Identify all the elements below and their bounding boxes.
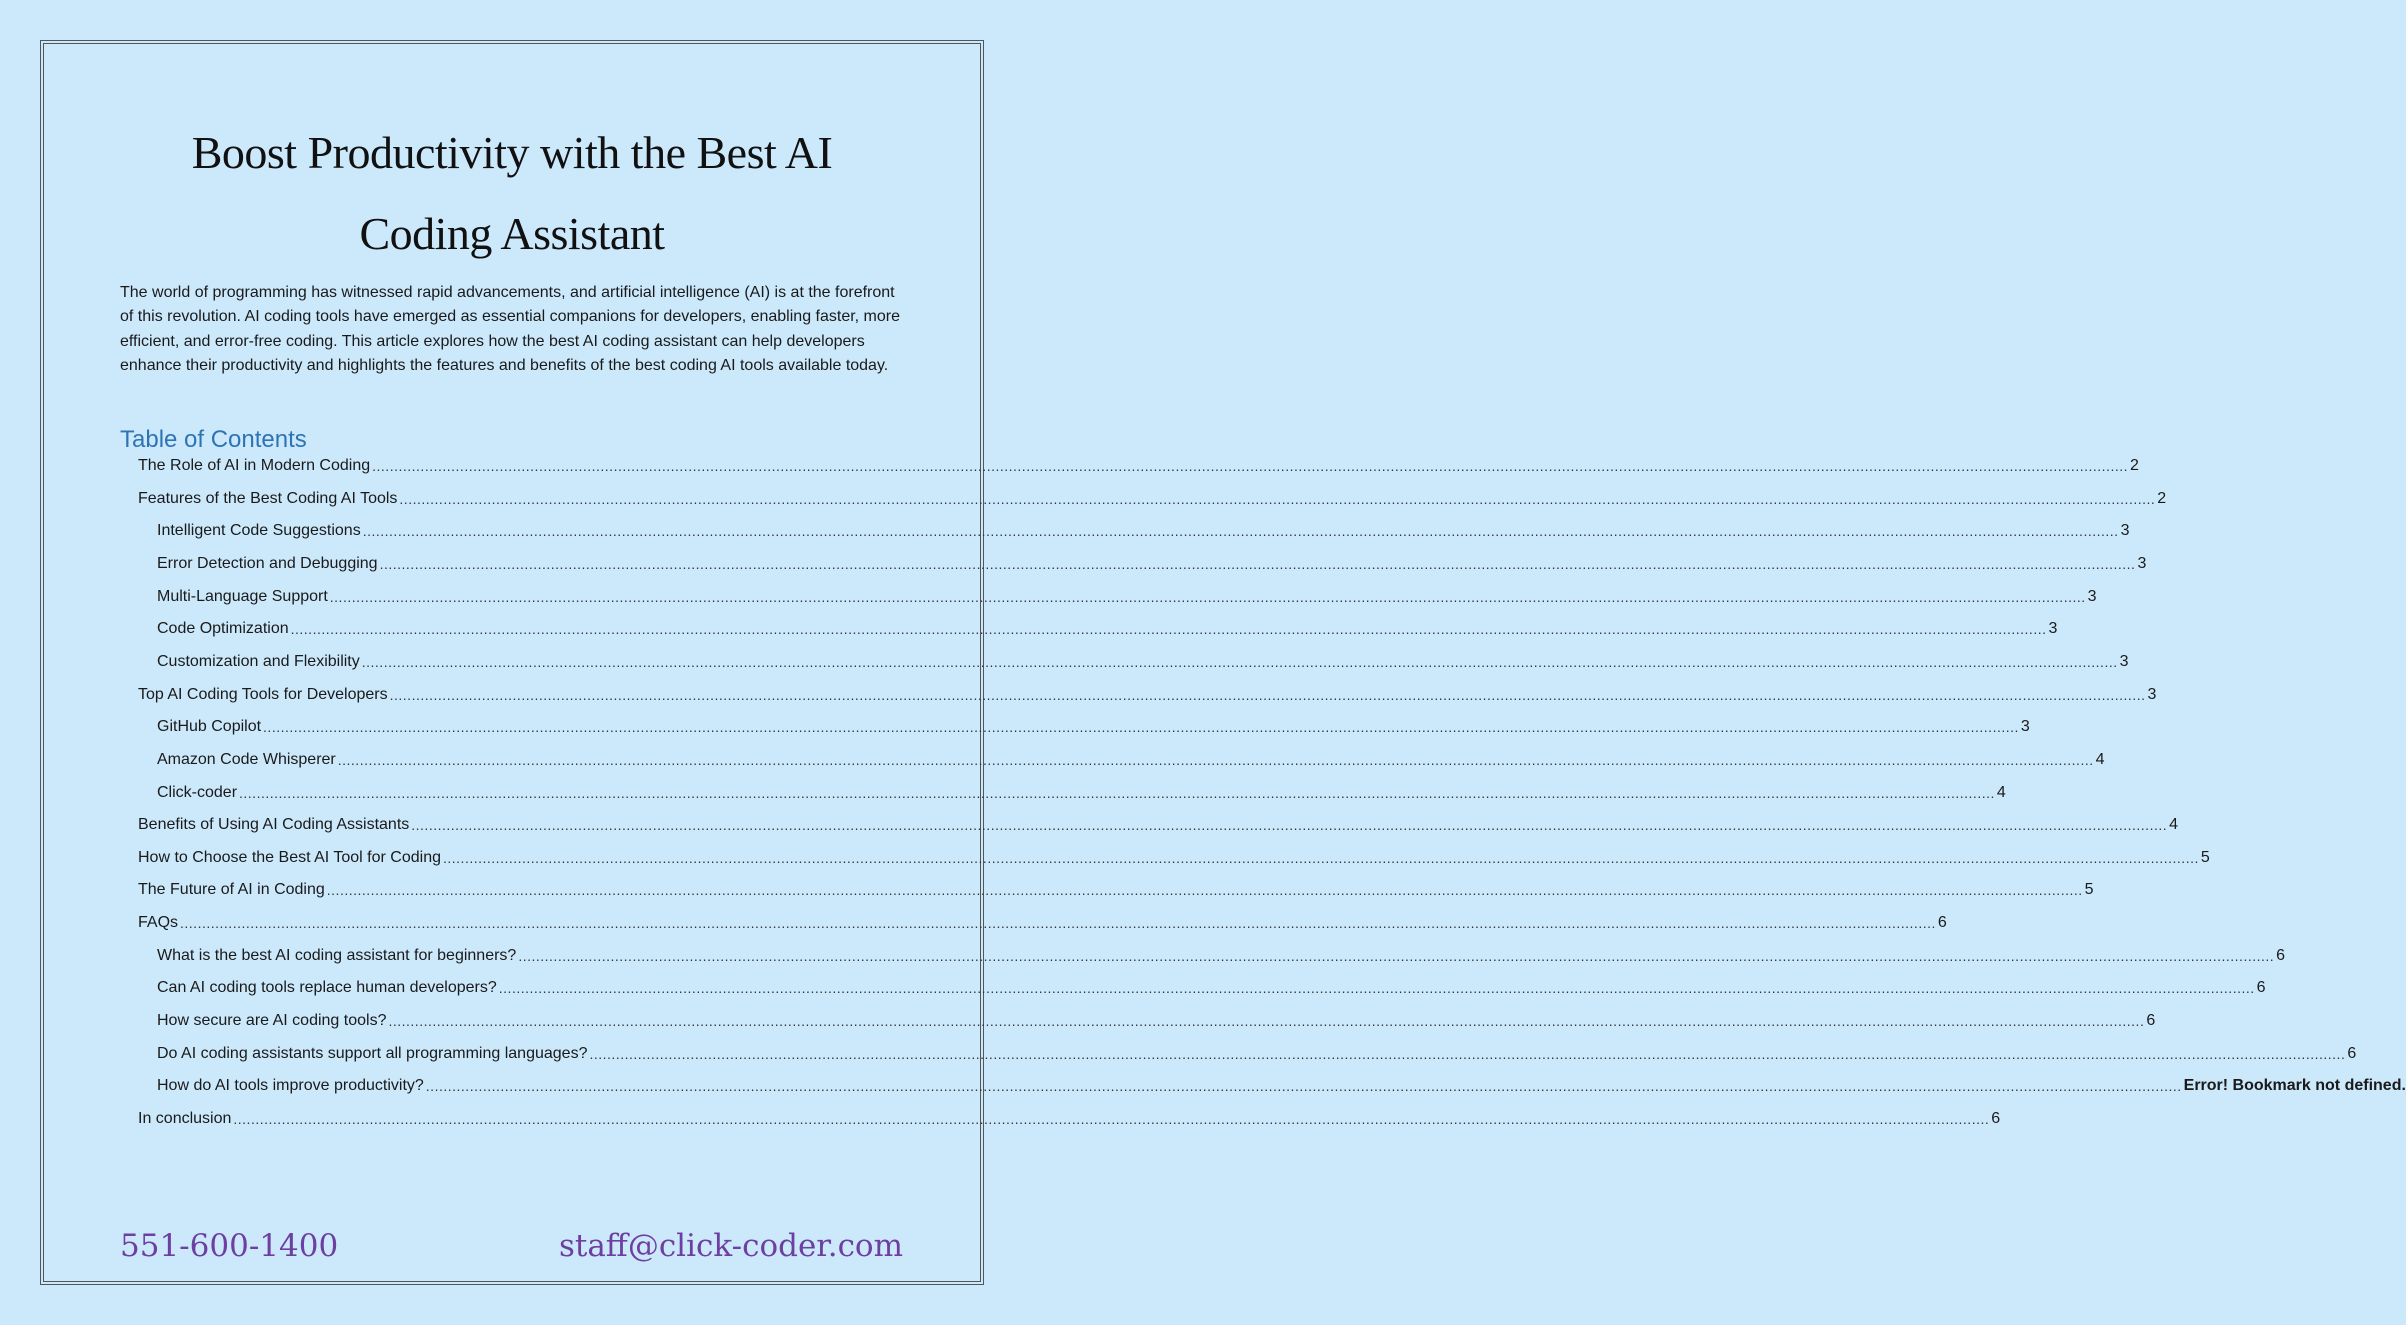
toc-leader-dots: ................................................................................................................................................................................................................................................................................................................................................................................................................ [388, 1013, 2145, 1030]
toc-entry-label: Customization and Flexibility [157, 652, 360, 670]
toc-entry-page: 6 [1937, 914, 1947, 932]
toc-entry-label: How do AI tools improve productivity? [157, 1077, 424, 1095]
toc-entry[interactable] [157, 713, 2030, 737]
toc-entry-label: How to Choose the Best AI Tool for Coding [138, 848, 441, 866]
toc-entry-label: In conclusion [138, 1110, 232, 1127]
toc-leader-dots: ................................................................................................................................................................................................................................................................................................................................................................................................................ [337, 751, 2094, 768]
toc-entry[interactable] [138, 909, 1947, 933]
toc-entry-page: Error! Bookmark not defined. [2183, 1077, 2406, 1095]
toc-heading: Table of Contents [120, 426, 307, 453]
toc-entry-label: Top AI Coding Tools for Developers [138, 685, 388, 703]
toc-entry-page: 3 [2020, 718, 2030, 736]
toc-entry-label: GitHub Copilot [157, 718, 262, 736]
toc-leader-dots: ................................................................................................................................................................................................................................................................................................................................................................................................................ [361, 653, 2118, 670]
toc-entry-page: 5 [2200, 848, 2210, 866]
toc-leader-dots: ................................................................................................................................................................................................................................................................................................................................................................................................................ [518, 947, 2275, 964]
toc-entry-page: 4 [2095, 750, 2105, 768]
toc-entry-page: 3 [2120, 522, 2130, 540]
toc-entry-label: Code Optimization [157, 620, 289, 638]
toc-leader-dots: ................................................................................................................................................................................................................................................................................................................................................................................................................ [425, 1078, 2182, 1095]
toc-entry-label: Multi-Language Support [157, 587, 328, 605]
toc-entry[interactable] [157, 942, 2286, 966]
toc-entry[interactable] [157, 974, 2266, 998]
toc-entry[interactable] [157, 779, 2006, 803]
toc-entry-page: 6 [2256, 979, 2266, 997]
toc-entry-page: 6 [2347, 1044, 2357, 1062]
document-title-line-2: Coding Assistant [359, 208, 665, 259]
footer-email[interactable]: staff@click-coder.com [558, 1228, 903, 1264]
toc-entry[interactable] [138, 811, 2179, 835]
toc-entry[interactable] [138, 1105, 2001, 1129]
toc-leader-dots: ................................................................................................................................................................................................................................................................................................................................................................................................................ [372, 458, 2128, 474]
footer-phone[interactable]: 551-600-1400 [120, 1228, 339, 1264]
toc-entry[interactable] [157, 615, 2058, 639]
toc-leader-dots: ................................................................................................................................................................................................................................................................................................................................................................................................................ [362, 523, 2119, 540]
toc-entry-page: 6 [2146, 1012, 2156, 1030]
toc-entry-page: 4 [2169, 816, 2179, 834]
toc-leader-dots: ................................................................................................................................................................................................................................................................................................................................................................................................................ [443, 849, 2199, 866]
toc-entry[interactable] [138, 876, 2094, 900]
intro-paragraph: The world of programming has witnessed rapid advancements, and artificial intelligence (AI) is at the forefront of this revolution. AI coding tools have emerged as essential companions for developers, enabling faster, more efficient, and error-free coding. This article explores how the best AI coding assistant can help developers enhance their productivity and highlights the features and benefits of the best coding AI tools available today. [120, 284, 901, 374]
toc-entry-label: How secure are AI coding tools? [157, 1012, 387, 1030]
toc-entry-page: 3 [2147, 685, 2157, 703]
toc-leader-dots: ................................................................................................................................................................................................................................................................................................................................................................................................................ [239, 784, 1995, 801]
toc-entry-label: Amazon Code Whisperer [157, 750, 336, 768]
toc-leader-dots: ................................................................................................................................................................................................................................................................................................................................................................................................................ [399, 490, 2156, 507]
toc-entry-label: Can AI coding tools replace human developers? [157, 979, 497, 997]
toc-leader-dots: ................................................................................................................................................................................................................................................................................................................................................................................................................ [379, 555, 2136, 572]
toc-leader-dots: ................................................................................................................................................................................................................................................................................................................................................................................................................ [589, 1045, 2346, 1062]
toc-entry-label: FAQs [138, 914, 179, 932]
toc-leader-dots: ................................................................................................................................................................................................................................................................................................................................................................................................................ [329, 588, 2086, 605]
toc-entry-label: The Future of AI in Coding [138, 881, 325, 899]
toc-leader-dots: ................................................................................................................................................................................................................................................................................................................................................................................................................ [498, 980, 2255, 997]
toc-entry-page: 5 [2084, 881, 2094, 899]
toc-entry-label: Click-coder [157, 783, 238, 801]
toc-leader-dots: ................................................................................................................................................................................................................................................................................................................................................................................................................ [263, 719, 2019, 736]
toc-entry-page: 3 [2048, 620, 2058, 638]
toc-entry-page: 3 [2087, 587, 2097, 605]
toc-entry-page: 4 [1996, 783, 2006, 801]
toc-entry[interactable] [138, 485, 2167, 509]
toc-entry[interactable] [138, 681, 2157, 705]
toc-entry[interactable] [157, 1007, 2156, 1031]
toc-leader-dots: ................................................................................................................................................................................................................................................................................................................................................................................................................ [290, 621, 2047, 638]
toc-entry[interactable] [138, 452, 2139, 476]
toc-entry[interactable] [157, 1072, 2406, 1096]
toc-entry-page: 6 [2276, 946, 2286, 964]
toc-entry-label: Features of the Best Coding AI Tools [138, 489, 398, 507]
toc-leader-dots: ................................................................................................................................................................................................................................................................................................................................................................................................................ [233, 1111, 1990, 1127]
toc-entry-page: 3 [2119, 652, 2129, 670]
toc-entry-page: 2 [2130, 457, 2139, 474]
toc-entry[interactable] [157, 583, 2097, 607]
toc-entry-page: 2 [2157, 489, 2167, 507]
toc-entry-label: What is the best AI coding assistant for beginners? [157, 946, 517, 964]
toc-entry[interactable] [157, 746, 2105, 770]
toc-entry-label: Intelligent Code Suggestions [157, 522, 361, 540]
toc-entry[interactable] [157, 550, 2147, 574]
toc-leader-dots: ................................................................................................................................................................................................................................................................................................................................................................................................................ [180, 915, 1936, 932]
toc-entry-label: Do AI coding assistants support all programming languages? [157, 1044, 588, 1062]
toc-leader-dots: ................................................................................................................................................................................................................................................................................................................................................................................................................ [389, 686, 2146, 703]
toc-entry-page: 6 [1991, 1110, 2001, 1127]
toc-entry[interactable] [157, 648, 2129, 672]
toc-entry-page: 3 [2137, 554, 2147, 572]
toc-entry[interactable] [138, 844, 2210, 868]
document-title [100, 112, 924, 274]
toc-entry[interactable] [157, 517, 2130, 541]
toc-entry-label: Error Detection and Debugging [157, 554, 378, 572]
toc-leader-dots: ................................................................................................................................................................................................................................................................................................................................................................................................................ [411, 817, 2168, 834]
toc-entry-label: Benefits of Using AI Coding Assistants [138, 816, 410, 834]
document-title-line-1: Boost Productivity with the Best AI [191, 127, 833, 178]
toc-leader-dots: ................................................................................................................................................................................................................................................................................................................................................................................................................ [326, 882, 2083, 899]
toc-entry-label: The Role of AI in Modern Coding [138, 457, 371, 474]
toc-entry[interactable] [157, 1040, 2357, 1064]
